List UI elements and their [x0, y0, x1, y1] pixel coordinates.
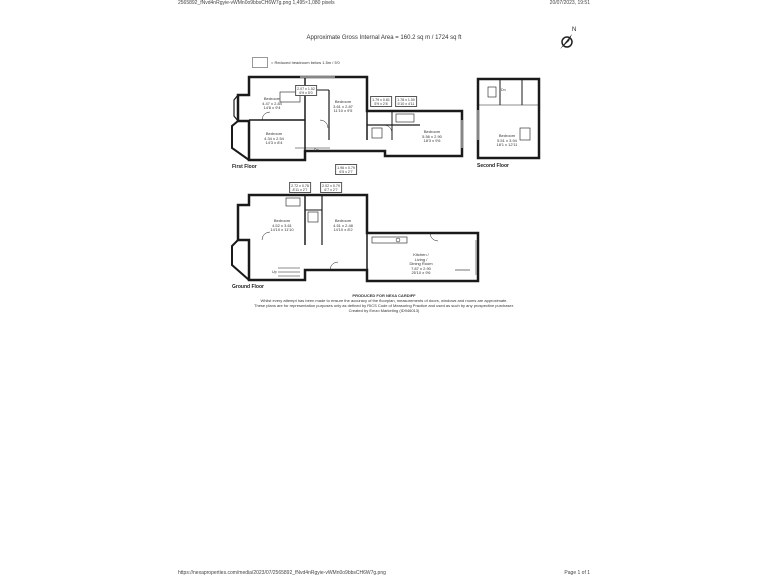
gf-up-mark: Up — [272, 270, 277, 274]
legend-text: = Reduced headroom below 1.5m / 5'0 — [271, 60, 340, 65]
disclaimer — [0, 293, 768, 313]
floor-label-first: First Floor — [232, 164, 257, 170]
dim-box-ff-a: 2.07 x 1.52 6'9 x 5'0 — [297, 86, 315, 95]
room-label-ff-bedroom-3: Bedroom 3.61 x 2.87 11'10 x 9'5 — [333, 99, 353, 114]
disclaimer-accuracy: Whilst every attempt has been made to ensure the accuracy of the floorplan, measurements of doors, windows and rooms are approximate. — [260, 298, 508, 303]
room-label-sf-bedroom: Bedroom 5.51 x 3.94 18'1 x 12'11 — [496, 133, 518, 148]
room-label-gf-bedroom-2: Bedroom 4.51 x 2.48 14'10 x 8'2 — [333, 218, 353, 233]
dim-box-ff-b: 1.79 x 0.81 5'9 x 2'8 — [372, 97, 390, 106]
footer-url: https://nexaproperties.com/media/2023/07/2565892_fNvd4nRgyie-vWMn0o9bbsCH6W7g.png — [178, 570, 386, 576]
floor-label-second: Second Floor — [477, 163, 509, 169]
room-label-gf-bedroom-1: Bedroom 4.52 x 3.61 14'10 x 11'10 — [270, 218, 294, 233]
dim-box-ff-c: 1.78 x 1.50 5'10 x 4'11 — [397, 97, 415, 106]
dim-box-ff-d: 1.96 x 0.79 6'5 x 2'7 — [337, 165, 355, 174]
floor-label-ground: Ground Floor — [232, 284, 264, 290]
area-title: Approximate Gross Internal Area = 160.2 sq m / 1724 sq ft — [306, 35, 462, 41]
first-floor-plan — [232, 77, 462, 160]
header-datetime: 20/07/2023, 19:51 — [549, 0, 590, 6]
compass-north-label: N — [572, 27, 577, 33]
disclaimer-representation: These plans are for representation purposes only as defined by RICS Code of Measuring Practice and used as such by any prospective purchaser. — [254, 303, 514, 308]
room-label-ff-bedroom-4: Bedroom 5.56 x 2.90 18'3 x 9'6 — [422, 129, 442, 144]
ff-down-mark: Dn — [314, 148, 319, 152]
sf-down-mark: Dn — [501, 88, 506, 92]
disclaimer-produced-for: PRODUCED FOR NEXA CARDIFF — [352, 293, 416, 298]
room-label-gf-kitchen: Kitchen / Living / Dining Room 7.87 x 2.90 25'10 x 9'6 — [409, 252, 433, 276]
header-file-info: 2565892_fNvd4nRgyie-vWMn0o9bbsCH6W7g.png 1,495×1,080 pixels — [178, 0, 335, 6]
footer-page: Page 1 of 1 — [564, 570, 590, 576]
disclaimer-creator: Created by Emzo Marketing (ID946013) — [348, 308, 420, 313]
dim-box-gf-b: 2.02 x 0.79 6'7 x 2'7 — [322, 183, 340, 192]
ground-floor-plan — [232, 195, 478, 281]
dim-box-gf-a: 2.72 x 0.78 8'11 x 2'7 — [291, 183, 309, 192]
room-label-ff-bedroom-2: Bedroom 4.34 x 2.54 14'3 x 8'4 — [264, 131, 284, 146]
room-label-ff-bedroom-1: Bedroom 4.47 x 2.84 14'8 x 9'4 — [262, 96, 282, 111]
